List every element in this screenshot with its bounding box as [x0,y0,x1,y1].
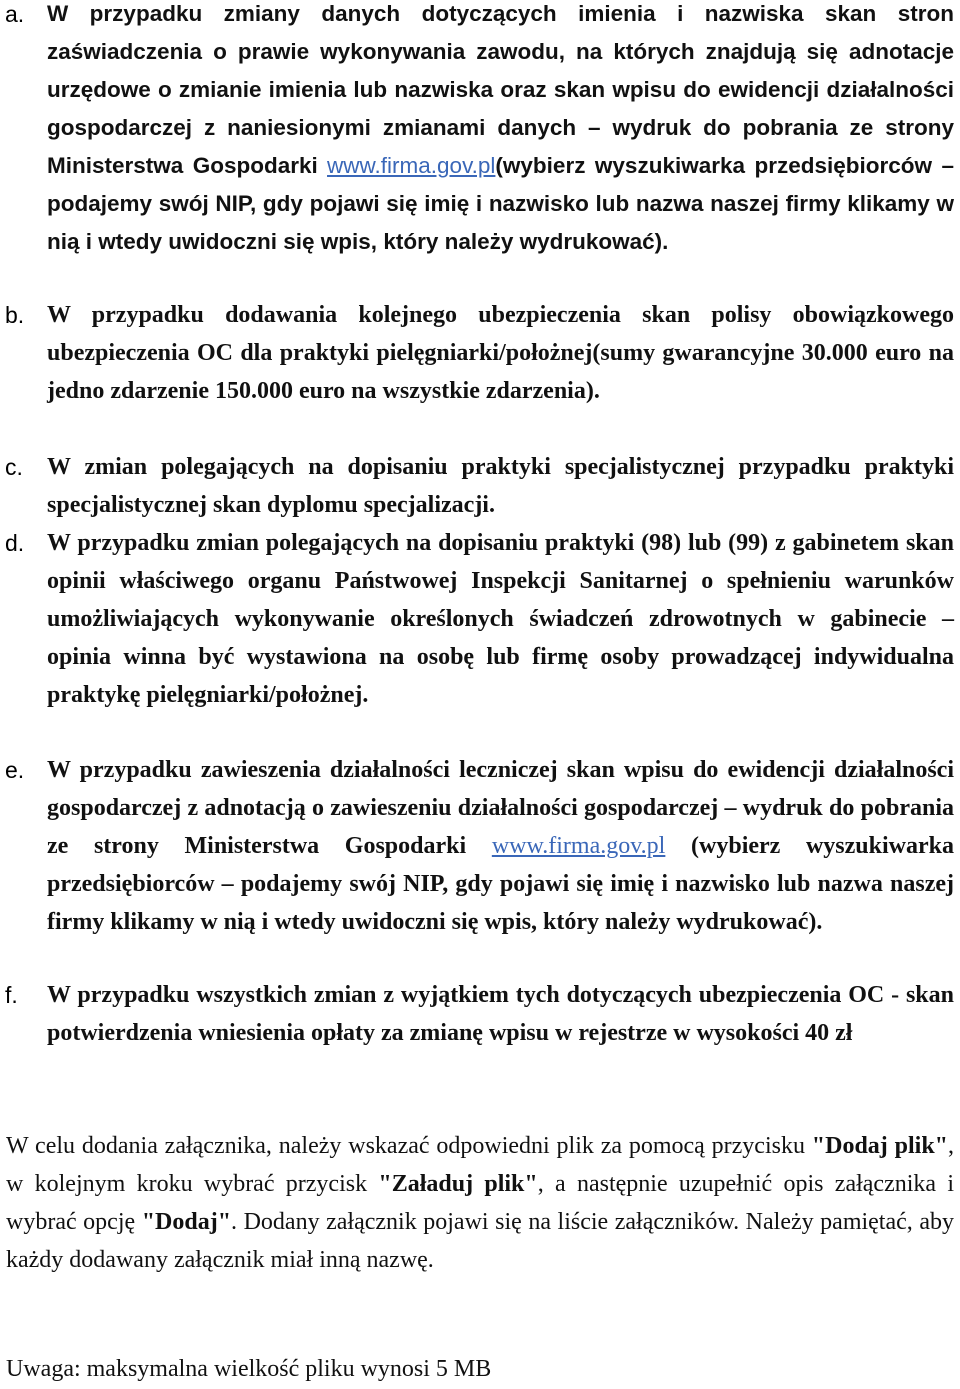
list-item-d [0,524,960,714]
item-text: W przypadku zmiany danych dotyczących imienia i nazwiska skan stron zaświadczenia o prawie wykonywania zawodu, na których znajdują się adnotacje urzędowe o zmianie imienia lub nazwiska oraz skan wpisu do ewidencji działalności gospodarczej z naniesionymi zmianami danych – wydruk do pobrania ze strony Ministerstwa Gospodarki [47,1,954,178]
list-marker: e. [5,757,25,783]
instruction-text: W celu dodania załącznika, należy wskazać odpowiedni plik za pomocą przycisku [6,1133,812,1159]
file-size-note: Uwaga: maksymalna wielkość pliku wynosi 5 MB [6,1356,492,1382]
add-file-button-label: "Dodaj plik" [811,1133,948,1159]
ministry-link[interactable]: www.firma.gov.pl [491,833,666,859]
item-text: W przypadku zawieszenia działalności leczniczej skan wpisu do ewidencji działalności gospodarczej z adnotacją o zawieszeniu działalności gospodarczej – wydruk do pobrania ze strony Ministerstwa Gospodarki [47,757,954,859]
upload-file-button-label: "Załaduj plik" [378,1171,538,1197]
instruction-text: , a następnie uzupełnić opis załącznika i wybrać opcję [6,1171,954,1235]
item-text: W przypadku wszystkich zmian z wyjątkiem tych dotyczących ubezpieczenia OC - skan potwierdzenia wniesienia opłaty za zmianę wpisu w rejestrze w wysokości 40 zł [47,982,954,1046]
list-item-e [0,751,960,941]
list-marker: a. [5,1,25,27]
list-marker: d. [5,530,25,556]
list-item-a [0,0,960,261]
list-marker: c. [5,454,23,480]
item-text-continued: (wybierz wyszukiwarka przedsiębiorców – podajemy swój NIP, gdy pojawi się imię i nazwisko lub nazwa naszej firmy klikamy w nią i wtedy uwidoczni się wpis, który należy wydrukować). [47,833,954,935]
item-text: W przypadku zmian polegających na dopisaniu praktyki (98) lub (99) z gabinetem skan opinii właściwego organu Państwowej Inspekcji Sanitarnej o spełnieniu warunków umożliwiających wykonywanie określonych świadczeń zdrowotnych w gabinecie – opinia winna być wystawiona na osobę lub firmę osoby prowadzącej indywidualna praktykę pielęgniarki/położnej. [47,530,954,708]
ministry-link[interactable]: www.firma.gov.pl [327,153,496,178]
item-text-continued: (wybierz wyszukiwarka przedsiębiorców – podajemy swój NIP, gdy pojawi się imię i nazwisko lub nazwa naszej firmy klikamy w nią i wtedy uwidoczni się wpis, który należy wydrukować). [47,153,955,254]
item-text: W zmian polegających na dopisaniu praktyki specjalistycznej przypadku praktyki specjalistycznej skan dyplomu specjalizacji. [47,454,954,518]
instruction-text: , w kolejnym kroku wybrać przycisk [6,1133,954,1197]
list-item-f [0,976,960,1052]
list-marker: f. [5,982,18,1008]
list-item-b [0,296,960,410]
instruction-text: . Dodany załącznik pojawi się na liście załączników. Należy pamiętać, aby każdy dodawany załącznik miał inną nazwę. [6,1209,954,1273]
attachment-instruction [6,1127,954,1279]
list-marker: b. [5,302,25,328]
item-text: W przypadku dodawania kolejnego ubezpieczenia skan polisy obowiązkowego ubezpieczenia OC dla praktyki pielęgniarki/położnej(sumy gwarancyjne 30.000 euro na jedno zdarzenie 150.000 euro na wszystkie zdarzenia). [47,302,954,404]
add-button-label: "Dodaj" [141,1209,232,1235]
list-item-c [0,448,960,524]
